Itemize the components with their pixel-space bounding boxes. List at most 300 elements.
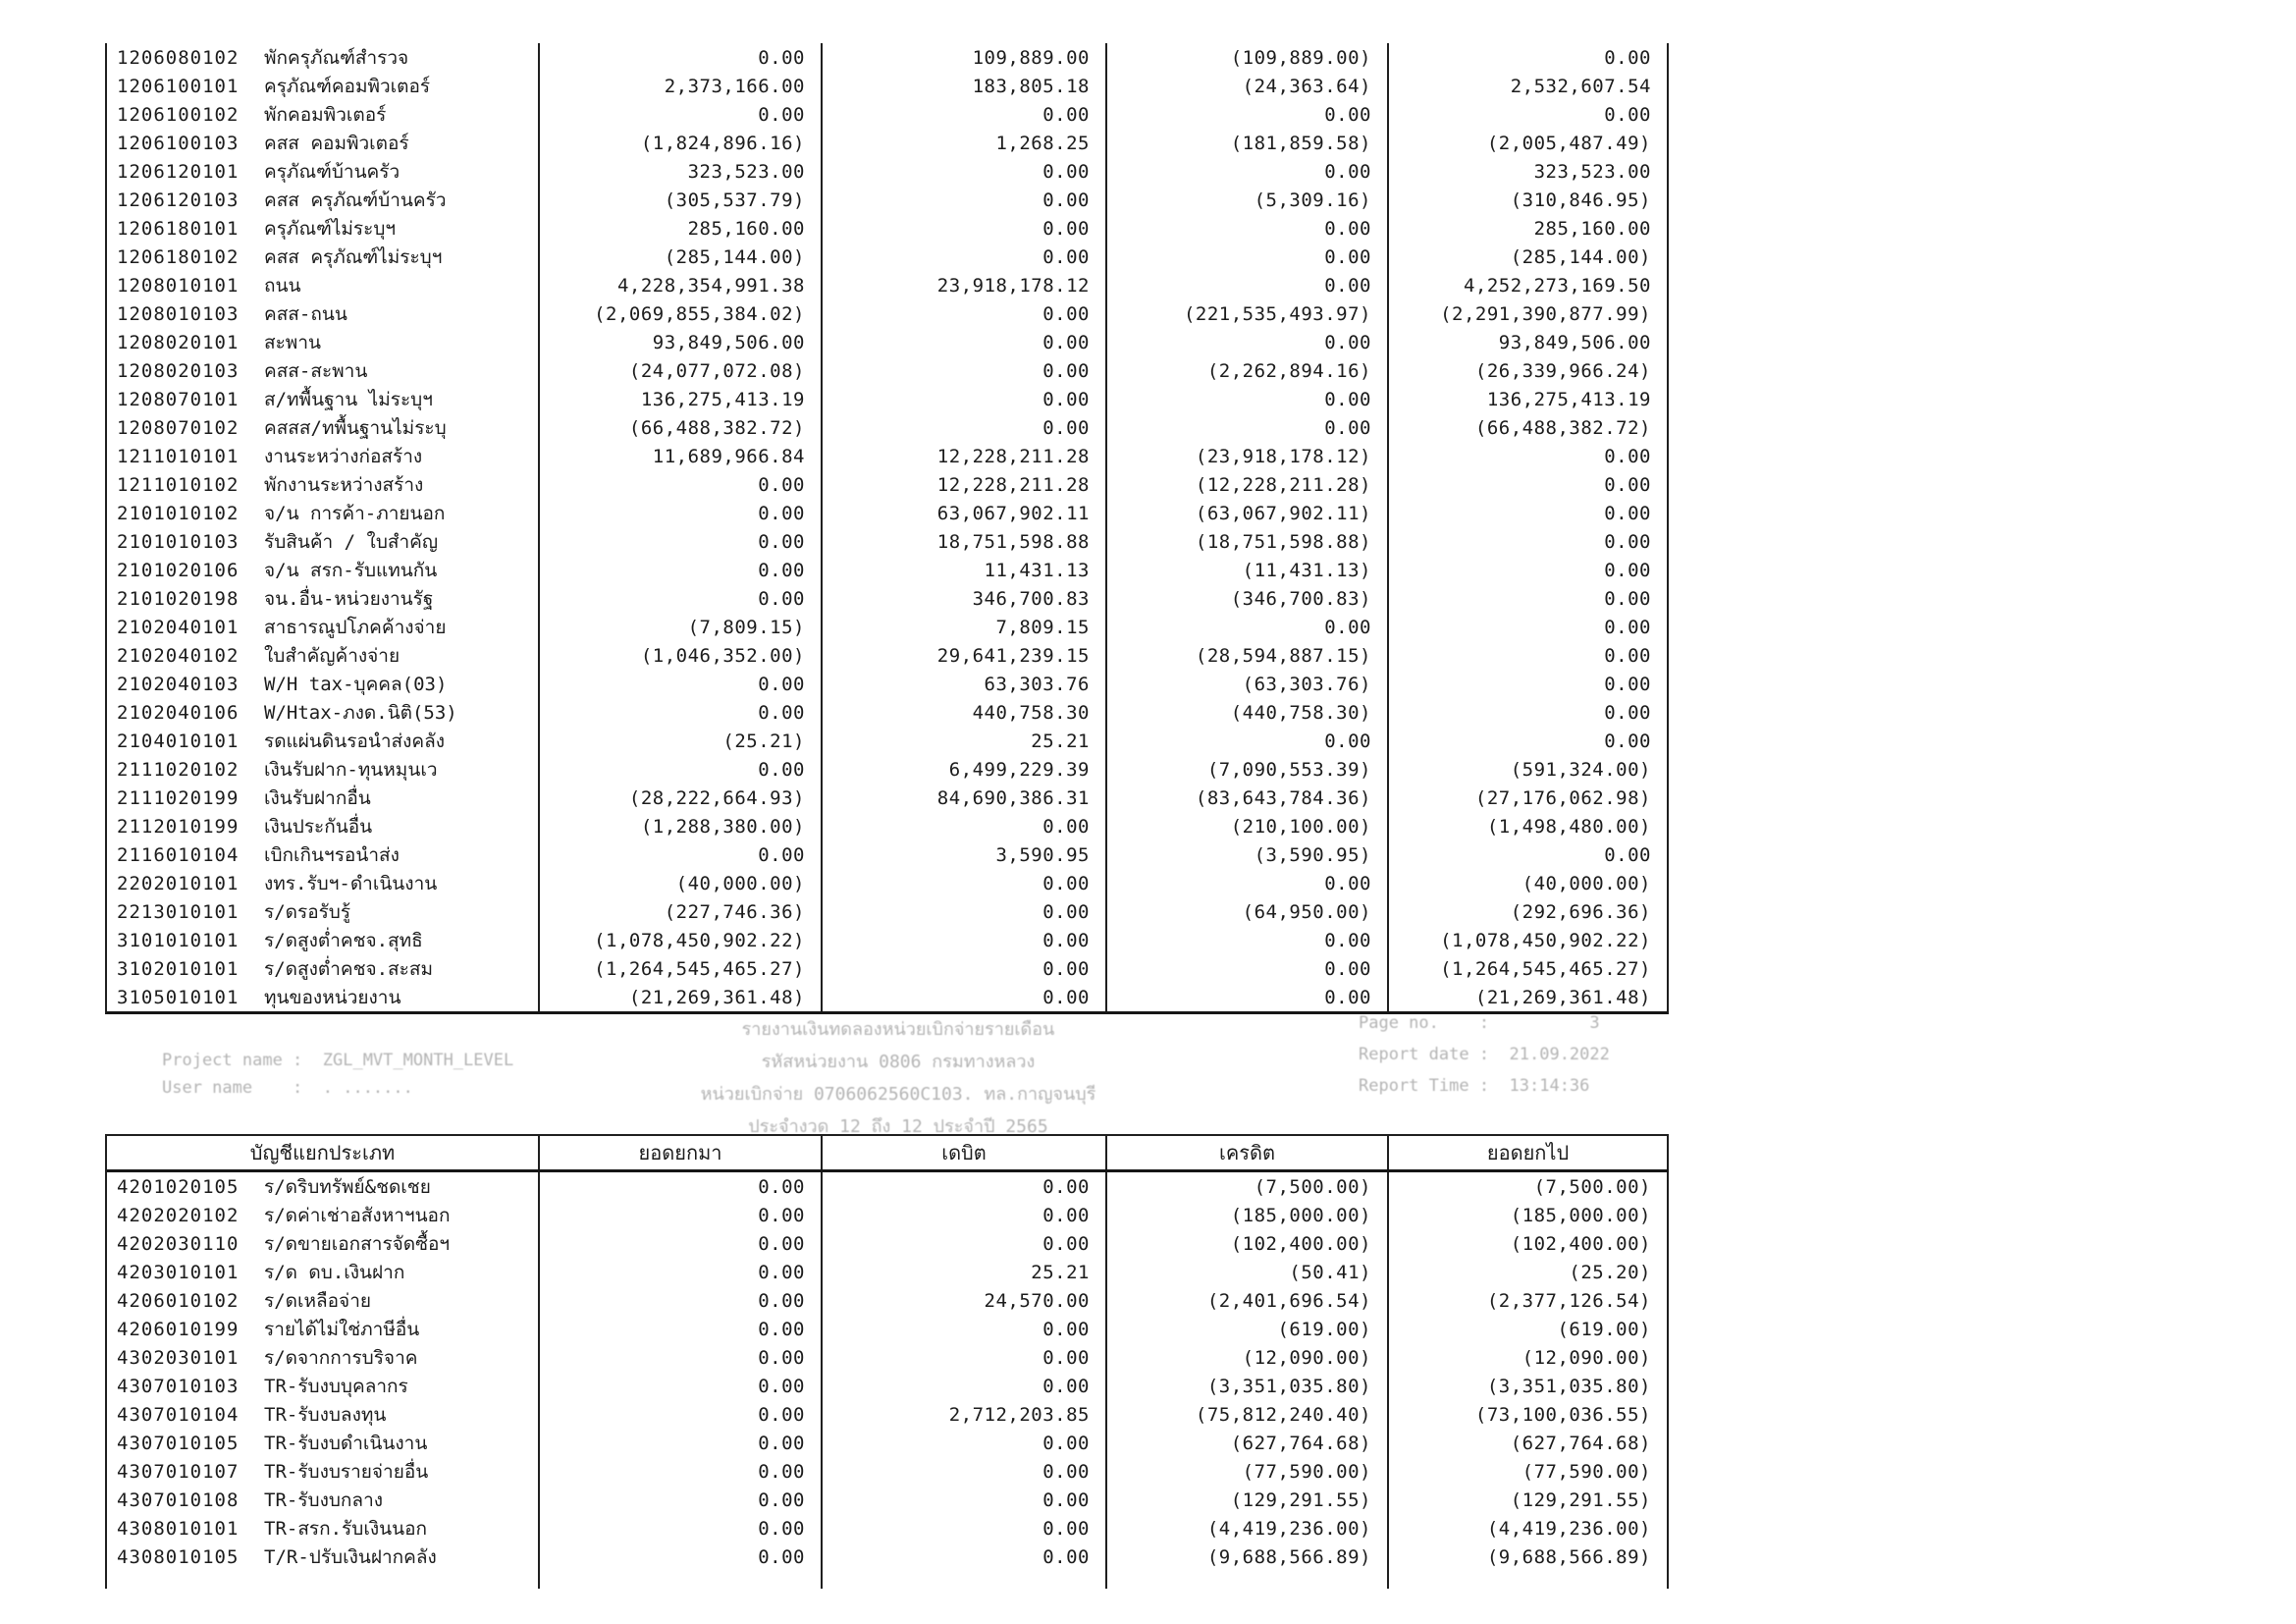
account-code: 1208070101 <box>117 388 240 410</box>
account-code: 4201020105 <box>117 1175 240 1198</box>
credit-cell: (440,758.30) <box>1107 698 1389 727</box>
credit-cell: (18,751,598.88) <box>1107 527 1389 556</box>
account-code: 1206180101 <box>117 217 240 240</box>
ledger-row <box>107 613 1669 641</box>
ledger-row <box>107 214 1669 243</box>
balance-carry-cell: (619.00) <box>1389 1315 1669 1343</box>
credit-cell: (77,590.00) <box>1107 1457 1389 1486</box>
account-name: TR-รับงบรายจ่ายอื่น <box>264 1460 429 1483</box>
account-cell <box>107 299 540 328</box>
account-cell <box>107 1514 540 1543</box>
balance-forward-cell: 323,523.00 <box>540 157 823 186</box>
account-name: ทุนของหน่วยงาน <box>264 986 401 1008</box>
debit-cell: 7,809.15 <box>823 613 1107 641</box>
balance-carry-cell: (25.20) <box>1389 1258 1669 1286</box>
credit-cell: (129,291.55) <box>1107 1486 1389 1514</box>
account-code: 4307010104 <box>117 1403 240 1426</box>
ledger-row <box>107 840 1669 869</box>
balance-carry-cell: 0.00 <box>1389 840 1669 869</box>
balance-forward-cell: (25.21) <box>540 727 823 755</box>
account-cell <box>107 983 540 1011</box>
credit-cell: 0.00 <box>1107 727 1389 755</box>
balance-carry-cell: (3,351,035.80) <box>1389 1372 1669 1400</box>
account-name: พักงานระหว่างสร้าง <box>264 473 424 496</box>
balance-carry-cell: 4,252,273,169.50 <box>1389 271 1669 299</box>
balance-forward-cell: 0.00 <box>540 470 823 499</box>
credit-cell: (7,500.00) <box>1107 1172 1389 1201</box>
balance-forward-cell: 0.00 <box>540 698 823 727</box>
account-cell <box>107 1201 540 1229</box>
balance-carry-cell: 0.00 <box>1389 470 1669 499</box>
report-meta-left <box>162 1047 513 1102</box>
user-name-line: User name : . ....... <box>162 1078 413 1098</box>
balance-carry-cell: (27,176,062.98) <box>1389 784 1669 812</box>
credit-cell: (210,100.00) <box>1107 812 1389 840</box>
balance-carry-cell: 2,532,607.54 <box>1389 72 1669 100</box>
account-cell <box>107 1457 540 1486</box>
account-cell <box>107 328 540 356</box>
account-cell <box>107 1429 540 1457</box>
account-code: 2102040101 <box>117 616 240 638</box>
account-cell <box>107 641 540 670</box>
ledger-row <box>107 442 1669 470</box>
balance-carry-cell: (185,000.00) <box>1389 1201 1669 1229</box>
debit-cell: 2,712,203.85 <box>823 1400 1107 1429</box>
credit-cell: (2,262,894.16) <box>1107 356 1389 385</box>
credit-cell: 0.00 <box>1107 869 1389 897</box>
balance-forward-cell: (40,000.00) <box>540 869 823 897</box>
debit-cell: 12,228,211.28 <box>823 470 1107 499</box>
ledger-row <box>107 954 1669 983</box>
credit-cell: 0.00 <box>1107 954 1389 983</box>
balance-carry-cell: 0.00 <box>1389 727 1669 755</box>
account-code: 4308010105 <box>117 1545 240 1568</box>
ledger-row <box>107 1543 1669 1571</box>
balance-carry-cell: (1,078,450,902.22) <box>1389 926 1669 954</box>
account-code: 1206080102 <box>117 46 240 69</box>
balance-forward-cell: (24,077,072.08) <box>540 356 823 385</box>
account-name: คสส-สะพาน <box>264 359 368 382</box>
balance-forward-cell: (1,046,352.00) <box>540 641 823 670</box>
ledger-row <box>107 926 1669 954</box>
ledger-row <box>107 556 1669 584</box>
balance-carry-cell: (2,005,487.49) <box>1389 129 1669 157</box>
account-cell <box>107 356 540 385</box>
credit-cell: (109,889.00) <box>1107 43 1389 72</box>
general-ledger-rows <box>107 1172 1669 1571</box>
balance-forward-cell: 2,373,166.00 <box>540 72 823 100</box>
account-name: ครุภัณฑ์บ้านครัว <box>264 160 400 183</box>
balance-forward-cell: 136,275,413.19 <box>540 385 823 413</box>
balance-carry-cell: (40,000.00) <box>1389 869 1669 897</box>
debit-cell: 0.00 <box>823 1486 1107 1514</box>
account-name: ครุภัณฑ์คอมพิวเตอร์ <box>264 75 431 97</box>
account-name: ร/ดจากการบริจาค <box>264 1346 418 1369</box>
stub-cell <box>823 1571 1107 1589</box>
account-cell <box>107 1172 540 1201</box>
balance-carry-cell: (77,590.00) <box>1389 1457 1669 1486</box>
account-name: งทร.รับฯ-ดำเนินงาน <box>264 872 438 894</box>
account-name: คสส ครุภัณฑ์บ้านครัว <box>264 189 447 211</box>
ledger-continuation-rows <box>107 43 1669 1011</box>
debit-cell: 0.00 <box>823 186 1107 214</box>
account-name: พักครุภัณฑ์สำรวจ <box>264 46 409 69</box>
credit-cell: (12,228,211.28) <box>1107 470 1389 499</box>
balance-forward-cell: 0.00 <box>540 100 823 129</box>
balance-forward-cell: 93,849,506.00 <box>540 328 823 356</box>
ledger-row <box>107 1400 1669 1429</box>
debit-cell: 0.00 <box>823 385 1107 413</box>
credit-cell: (3,590.95) <box>1107 840 1389 869</box>
account-code: 3105010101 <box>117 986 240 1008</box>
account-code: 2112010199 <box>117 815 240 838</box>
credit-cell: (102,400.00) <box>1107 1229 1389 1258</box>
account-cell <box>107 100 540 129</box>
balance-carry-cell: (73,100,036.55) <box>1389 1400 1669 1429</box>
debit-cell: 0.00 <box>823 1229 1107 1258</box>
ledger-row <box>107 356 1669 385</box>
account-code: 2102040103 <box>117 673 240 695</box>
credit-cell: 0.00 <box>1107 100 1389 129</box>
account-code: 4302030101 <box>117 1346 240 1369</box>
balance-forward-cell: 0.00 <box>540 670 823 698</box>
credit-cell: 0.00 <box>1107 926 1389 954</box>
account-name: เบิกเกินฯรอนำส่ง <box>264 843 400 866</box>
account-name: เงินรับฝากอื่น <box>264 786 371 809</box>
ledger-row <box>107 157 1669 186</box>
balance-forward-cell: 0.00 <box>540 43 823 72</box>
debit-cell: 183,805.18 <box>823 72 1107 100</box>
account-cell <box>107 897 540 926</box>
account-cell <box>107 1400 540 1429</box>
account-name: รายได้ไม่ใช่ภาษีอื่น <box>264 1318 420 1340</box>
account-name: จ/น การค้า-ภายนอก <box>264 502 446 524</box>
account-cell <box>107 727 540 755</box>
report-date-line: Report date : 21.09.2022 <box>1359 1045 1610 1064</box>
account-name: เงินประกันอื่น <box>264 815 373 838</box>
balance-carry-cell: 136,275,413.19 <box>1389 385 1669 413</box>
balance-forward-cell: (7,809.15) <box>540 613 823 641</box>
account-cell <box>107 157 540 186</box>
ledger-row <box>107 670 1669 698</box>
credit-cell: 0.00 <box>1107 385 1389 413</box>
stub-cell <box>1107 1571 1389 1589</box>
debit-cell: 0.00 <box>823 1543 1107 1571</box>
debit-cell: 0.00 <box>823 1372 1107 1400</box>
debit-cell: 63,067,902.11 <box>823 499 1107 527</box>
ledger-row <box>107 641 1669 670</box>
account-name: คสส-ถนน <box>264 302 347 325</box>
ledger-row <box>107 499 1669 527</box>
credit-cell: (28,594,887.15) <box>1107 641 1389 670</box>
balance-forward-cell: 0.00 <box>540 1457 823 1486</box>
credit-cell: (83,643,784.36) <box>1107 784 1389 812</box>
debit-cell: 346,700.83 <box>823 584 1107 613</box>
report-title-line: รายงานเงินทดลองหน่วยเบิกจ่ายรายเดือน <box>741 1019 1055 1040</box>
balance-carry-cell: (1,498,480.00) <box>1389 812 1669 840</box>
account-cell <box>107 556 540 584</box>
ledger-row <box>107 243 1669 271</box>
stub-cell <box>540 1571 823 1589</box>
ledger-row <box>107 1429 1669 1457</box>
credit-cell: (627,764.68) <box>1107 1429 1389 1457</box>
credit-cell: 0.00 <box>1107 214 1389 243</box>
account-name: ร/ด ดบ.เงินฝาก <box>264 1261 405 1283</box>
account-cell <box>107 72 540 100</box>
balance-forward-cell: 0.00 <box>540 1486 823 1514</box>
balance-forward-cell: 0.00 <box>540 527 823 556</box>
project-name-line: Project name : ZGL_MVT_MONTH_LEVEL <box>162 1051 514 1070</box>
account-cell <box>107 812 540 840</box>
debit-cell: 6,499,229.39 <box>823 755 1107 784</box>
table-header-row <box>107 1136 1669 1172</box>
account-cell <box>107 869 540 897</box>
account-name: W/Htax-ภงด.นิติ(53) <box>264 701 457 724</box>
credit-cell: (221,535,493.97) <box>1107 299 1389 328</box>
debit-cell: 0.00 <box>823 1315 1107 1343</box>
ledger-row <box>107 299 1669 328</box>
balance-forward-cell: 0.00 <box>540 1372 823 1400</box>
debit-cell: 1,268.25 <box>823 129 1107 157</box>
account-code: 4202020102 <box>117 1204 240 1226</box>
stub-cell <box>107 1571 540 1589</box>
ledger-row <box>107 1514 1669 1543</box>
balance-forward-cell: (2,069,855,384.02) <box>540 299 823 328</box>
balance-carry-cell: (66,488,382.72) <box>1389 413 1669 442</box>
debit-cell: 0.00 <box>823 812 1107 840</box>
debit-cell: 23,918,178.12 <box>823 271 1107 299</box>
account-name: ร/ดรอรับรู้ <box>264 900 351 923</box>
debit-cell: 25.21 <box>823 727 1107 755</box>
credit-cell: (346,700.83) <box>1107 584 1389 613</box>
account-code: 2202010101 <box>117 872 240 894</box>
ledger-row <box>107 527 1669 556</box>
account-name: TR-รับงบกลาง <box>264 1489 384 1511</box>
balance-forward-cell: (1,288,380.00) <box>540 812 823 840</box>
debit-cell: 0.00 <box>823 1172 1107 1201</box>
agency-code-line: รหัสหน่วยงาน 0806 กรมทางหลวง <box>761 1052 1036 1072</box>
credit-cell: 0.00 <box>1107 613 1389 641</box>
account-code: 3102010101 <box>117 957 240 980</box>
account-code: 1208070102 <box>117 416 240 439</box>
ledger-row <box>107 897 1669 926</box>
balance-forward-cell: (1,824,896.16) <box>540 129 823 157</box>
debit-cell: 0.00 <box>823 157 1107 186</box>
account-name: TR-รับงบลงทุน <box>264 1403 387 1426</box>
debit-cell: 0.00 <box>823 356 1107 385</box>
account-code: 2102040106 <box>117 701 240 724</box>
credit-cell: (63,303.76) <box>1107 670 1389 698</box>
credit-cell: (619.00) <box>1107 1315 1389 1343</box>
account-name: พักคอมพิวเตอร์ <box>264 103 387 126</box>
account-cell <box>107 527 540 556</box>
account-cell <box>107 784 540 812</box>
ledger-row <box>107 470 1669 499</box>
debit-cell: 0.00 <box>823 869 1107 897</box>
report-title-block <box>677 1013 1119 1143</box>
balance-forward-cell: 0.00 <box>540 499 823 527</box>
debit-cell: 0.00 <box>823 1201 1107 1229</box>
balance-carry-cell: (129,291.55) <box>1389 1486 1669 1514</box>
account-name: TR-รับงบดำเนินงาน <box>264 1432 428 1454</box>
account-name: คสส ครุภัณฑ์ไม่ระบุฯ <box>264 245 443 268</box>
credit-cell: (7,090,553.39) <box>1107 755 1389 784</box>
balance-carry-cell: 0.00 <box>1389 43 1669 72</box>
credit-cell: (24,363.64) <box>1107 72 1389 100</box>
balance-forward-cell: (1,264,545,465.27) <box>540 954 823 983</box>
ledger-row <box>107 72 1669 100</box>
credit-cell: (12,090.00) <box>1107 1343 1389 1372</box>
account-code: 4203010101 <box>117 1261 240 1283</box>
credit-cell: (11,431.13) <box>1107 556 1389 584</box>
balance-carry-cell: (627,764.68) <box>1389 1429 1669 1457</box>
account-code: 1211010102 <box>117 473 240 496</box>
account-name: ส/ทพื้นฐาน ไม่ระบุฯ <box>264 388 433 410</box>
account-cell <box>107 186 540 214</box>
balance-carry-cell: (102,400.00) <box>1389 1229 1669 1258</box>
ledger-row <box>107 755 1669 784</box>
ledger-row <box>107 129 1669 157</box>
page-number-line: Page no. : 3 <box>1359 1013 1600 1033</box>
ledger-row <box>107 1457 1669 1486</box>
balance-forward-cell: 0.00 <box>540 1429 823 1457</box>
general-ledger-table <box>105 1134 1669 1589</box>
table-edge-stub <box>107 1571 1669 1589</box>
account-cell <box>107 1286 540 1315</box>
balance-carry-cell: (12,090.00) <box>1389 1343 1669 1372</box>
account-name: คสสส/ทพื้นฐานไม่ระบุ <box>264 416 447 439</box>
account-cell <box>107 413 540 442</box>
account-cell <box>107 243 540 271</box>
account-name: งานระหว่างก่อสร้าง <box>264 445 423 467</box>
balance-carry-cell: (1,264,545,465.27) <box>1389 954 1669 983</box>
account-cell <box>107 499 540 527</box>
credit-cell: 0.00 <box>1107 413 1389 442</box>
balance-forward-cell: 0.00 <box>540 1514 823 1543</box>
debit-cell: 0.00 <box>823 1429 1107 1457</box>
balance-carry-cell: 0.00 <box>1389 613 1669 641</box>
balance-forward-cell: 0.00 <box>540 1201 823 1229</box>
account-cell <box>107 755 540 784</box>
report-meta-right <box>1359 1007 1610 1102</box>
account-name: สาธารณูปโภคค้างจ่าย <box>264 616 447 638</box>
balance-carry-cell: 285,160.00 <box>1389 214 1669 243</box>
account-name: ร/ดสูงต่ำคชจ.สุทธิ <box>264 929 423 951</box>
balance-carry-cell: (310,846.95) <box>1389 186 1669 214</box>
ledger-row <box>107 1258 1669 1286</box>
debit-cell: 0.00 <box>823 100 1107 129</box>
ledger-row <box>107 1286 1669 1315</box>
account-code: 4308010101 <box>117 1517 240 1540</box>
account-code: 2101010103 <box>117 530 240 553</box>
account-code: 2213010101 <box>117 900 240 923</box>
account-code: 4307010103 <box>117 1375 240 1397</box>
report-time-line: Report Time : 13:14:36 <box>1359 1076 1590 1096</box>
debit-cell: 12,228,211.28 <box>823 442 1107 470</box>
debit-cell: 0.00 <box>823 897 1107 926</box>
credit-cell: (23,918,178.12) <box>1107 442 1389 470</box>
ledger-continuation-table <box>105 43 1669 1014</box>
ledger-row <box>107 698 1669 727</box>
balance-carry-cell: 0.00 <box>1389 100 1669 129</box>
debit-cell: 0.00 <box>823 983 1107 1011</box>
balance-forward-cell: 0.00 <box>540 556 823 584</box>
account-code: 4307010105 <box>117 1432 240 1454</box>
debit-cell: 440,758.30 <box>823 698 1107 727</box>
credit-cell: (75,812,240.40) <box>1107 1400 1389 1429</box>
balance-carry-cell: 0.00 <box>1389 670 1669 698</box>
debit-cell: 0.00 <box>823 1514 1107 1543</box>
account-code: 2101020106 <box>117 559 240 581</box>
account-code: 2111020199 <box>117 786 240 809</box>
credit-cell: 0.00 <box>1107 983 1389 1011</box>
ledger-row <box>107 43 1669 72</box>
account-name: จ/น สรก-รับแทนกัน <box>264 559 438 581</box>
account-code: 2101010102 <box>117 502 240 524</box>
ledger-row <box>107 784 1669 812</box>
account-code: 4206010199 <box>117 1318 240 1340</box>
account-name: รับสินค้า / ใบสำคัญ <box>264 530 439 553</box>
column-header-debit: เดบิต <box>823 1136 1107 1169</box>
balance-carry-cell: (21,269,361.48) <box>1389 983 1669 1011</box>
balance-carry-cell: 0.00 <box>1389 527 1669 556</box>
account-name: TR-สรก.รับเงินนอก <box>264 1517 427 1540</box>
account-code: 1208020103 <box>117 359 240 382</box>
account-name: ร/ดขายเอกสารจัดซื้อฯ <box>264 1232 451 1255</box>
credit-cell: (185,000.00) <box>1107 1201 1389 1229</box>
account-name: คสส คอมพิวเตอร์ <box>264 132 409 154</box>
account-code: 3101010101 <box>117 929 240 951</box>
debit-cell: 0.00 <box>823 1343 1107 1372</box>
account-name: ร/ดเหลือจ่าย <box>264 1289 371 1312</box>
account-name: ร/ดริบทรัพย์&ชดเชย <box>264 1175 431 1198</box>
debit-cell: 0.00 <box>823 1457 1107 1486</box>
debit-cell: 0.00 <box>823 328 1107 356</box>
account-code: 1206180102 <box>117 245 240 268</box>
account-cell <box>107 1543 540 1571</box>
debit-cell: 0.00 <box>823 299 1107 328</box>
balance-forward-cell: 0.00 <box>540 1543 823 1571</box>
debit-cell: 0.00 <box>823 413 1107 442</box>
account-name: สะพาน <box>264 331 321 353</box>
account-code: 4307010107 <box>117 1460 240 1483</box>
account-cell <box>107 1258 540 1286</box>
account-cell <box>107 926 540 954</box>
disbursement-unit-line: หน่วยเบิกจ่าย 0706062560C103. ทล.กาญจนบุรี <box>700 1084 1096 1105</box>
balance-forward-cell: 0.00 <box>540 584 823 613</box>
balance-carry-cell: 0.00 <box>1389 499 1669 527</box>
balance-carry-cell: (591,324.00) <box>1389 755 1669 784</box>
credit-cell: (3,351,035.80) <box>1107 1372 1389 1400</box>
debit-cell: 0.00 <box>823 243 1107 271</box>
balance-forward-cell: 4,228,354,991.38 <box>540 271 823 299</box>
ledger-row <box>107 328 1669 356</box>
balance-forward-cell: (305,537.79) <box>540 186 823 214</box>
account-name: ร/ดค่าเช่าอสังหาฯนอก <box>264 1204 451 1226</box>
debit-cell: 24,570.00 <box>823 1286 1107 1315</box>
ledger-row <box>107 869 1669 897</box>
balance-forward-cell: (1,078,450,902.22) <box>540 926 823 954</box>
account-cell <box>107 129 540 157</box>
debit-cell: 18,751,598.88 <box>823 527 1107 556</box>
account-cell <box>107 698 540 727</box>
balance-carry-cell: (7,500.00) <box>1389 1172 1669 1201</box>
column-header-credit: เครดิต <box>1107 1136 1389 1169</box>
ledger-row <box>107 1229 1669 1258</box>
account-name: รดแผ่นดินรอนำส่งคลัง <box>264 730 446 752</box>
account-name: ครุภัณฑ์ไม่ระบุฯ <box>264 217 397 240</box>
ledger-row <box>107 1343 1669 1372</box>
